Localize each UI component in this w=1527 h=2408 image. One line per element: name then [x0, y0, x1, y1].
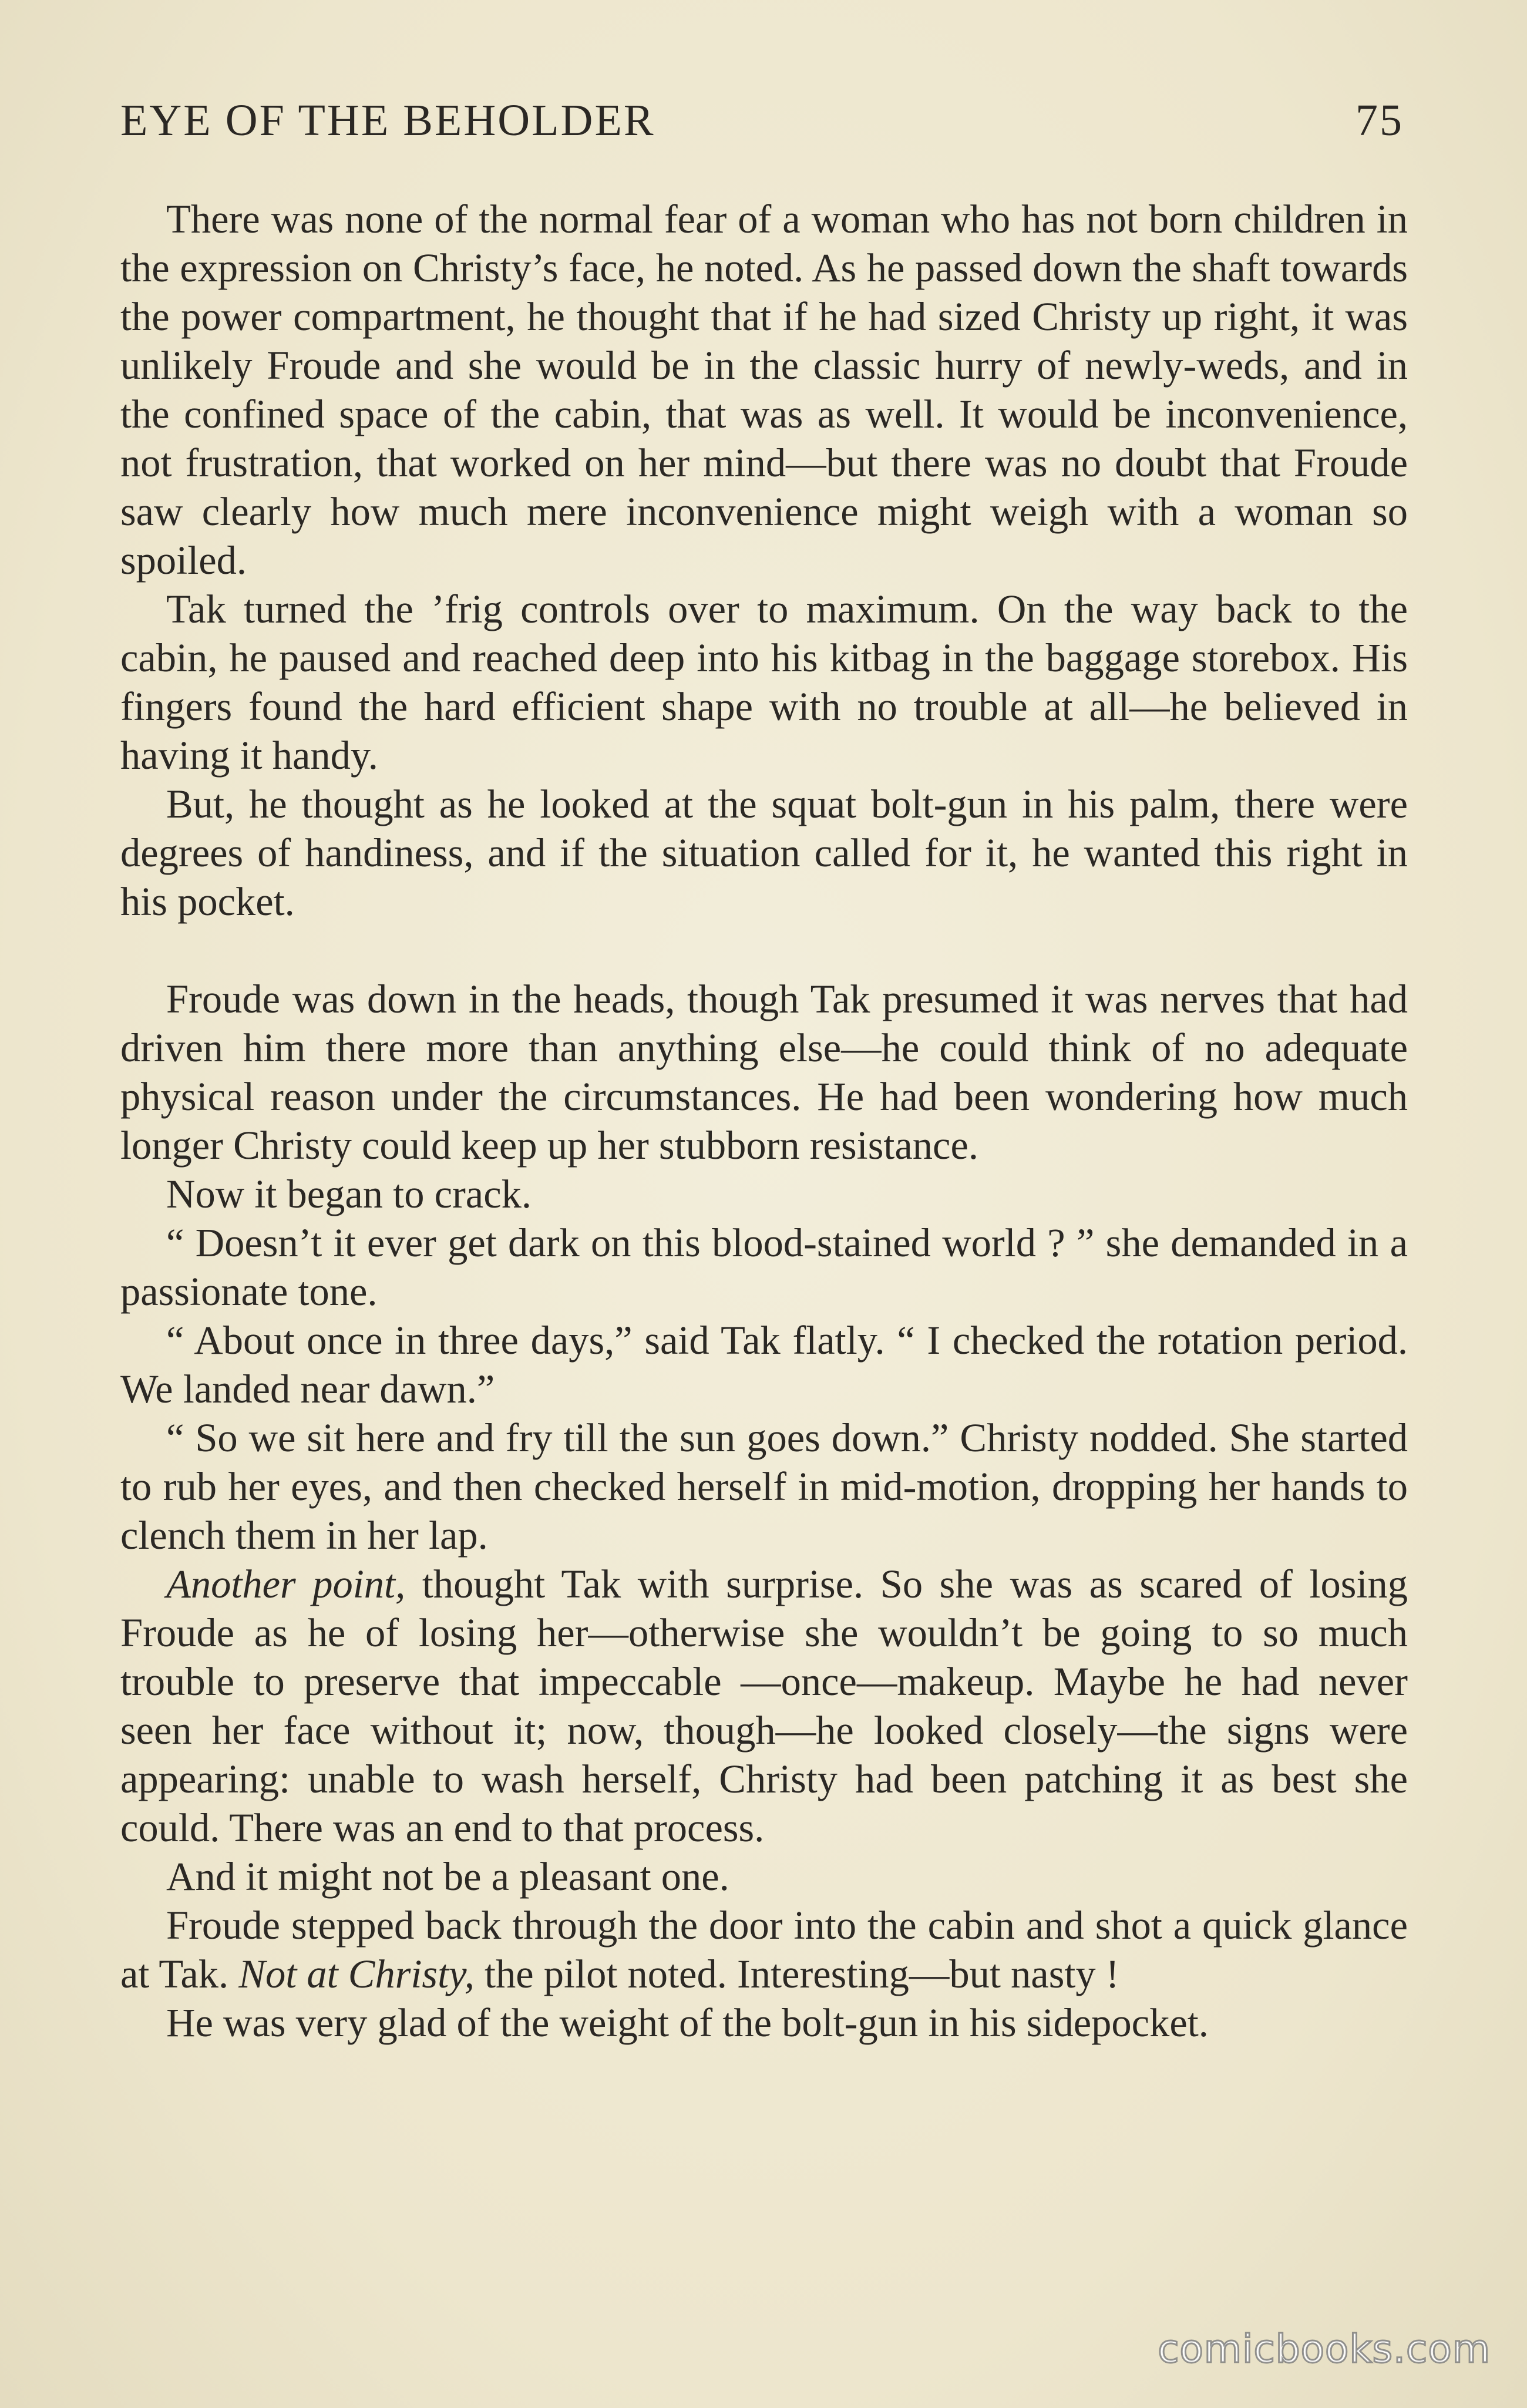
paragraph: [120, 1901, 1408, 1999]
running-title: EYE OF THE BEHOLDER: [120, 96, 655, 145]
paragraph: And it might not be a pleasant one.: [166, 1854, 729, 1899]
italic-phrase: Not at Christy,: [238, 1952, 475, 1996]
paragraph: He was very glad of the weight of the bolt-gun in his sidepocket.: [166, 2000, 1209, 2045]
paragraph: Froude was down in the heads, though Tak presumed it was nerves that had driven him there more than anything else—he could think of no adequate physical reason under the circumstances. He had been wondering how much longer Christy could keep up her stubborn resistance.: [120, 977, 1408, 1168]
paragraph: [120, 1560, 1408, 1852]
paragraph: But, he thought as he looked at the squat bolt-gun in his palm, there were degrees of handiness, and if the situation called for it, he wanted this right in his pocket.: [120, 782, 1408, 924]
body-text: [120, 195, 1408, 2047]
paragraph: “ So we sit here and fry till the sun goes down.” Christy nodded. She started to rub her eyes, and then checked herself in mid-motion, dropping her hands to clench them in her lap.: [120, 1415, 1408, 1558]
running-header: [120, 95, 1404, 154]
paragraph: There was none of the normal fear of a woman who has not born children in the expression on Christy’s face, he noted. As he passed down the shaft towards the power compartment, he thought that if he had sized Christy up right, it was unlikely Froude and she would be in the classic hurry of newly-weds, and in the confined space of the cabin, that was as well. It would be inconvenience, not frustration, that worked on her mind—but there was no doubt that Froude saw clearly how much mere inconvenience might weigh with a woman so spoiled.: [120, 197, 1408, 583]
paragraph: Now it began to crack.: [166, 1172, 532, 1216]
paragraph: Tak turned the ’frig controls over to maximum. On the way back to the cabin, he paused and reached deep into his kitbag in the baggage storebox. His fingers found the hard efficient shape with no trouble at all—he believed in having it handy.: [120, 587, 1408, 778]
page-number: 75: [1356, 96, 1404, 145]
paragraph: “ Doesn’t it ever get dark on this blood-stained world ? ” she demanded in a passionate tone.: [120, 1220, 1408, 1314]
paragraph-text: thought Tak with surprise. So she was as scared of losing Froude as he of losing her—otherwise she wouldn’t be going to so much trouble to preserve that impeccable —once—makeup. Maybe he had never seen her face without it; now, though—he looked closely—the signs were appearing: unable to wash herself, Christy had been patching it as best she could. There was an end to that process.: [120, 1562, 1408, 1850]
paragraph-text: the pilot noted. Interesting—but nasty !: [485, 1952, 1119, 1996]
paragraph-text: Froude stepped back through the door into the cabin and shot a quick glance at Tak.: [120, 1903, 1408, 1996]
paragraph: “ About once in three days,” said Tak flatly. “ I checked the rotation period. We landed near dawn.”: [120, 1318, 1408, 1411]
italic-phrase: Another point,: [166, 1562, 406, 1606]
watermark: comicbooks.com: [1158, 2326, 1491, 2372]
